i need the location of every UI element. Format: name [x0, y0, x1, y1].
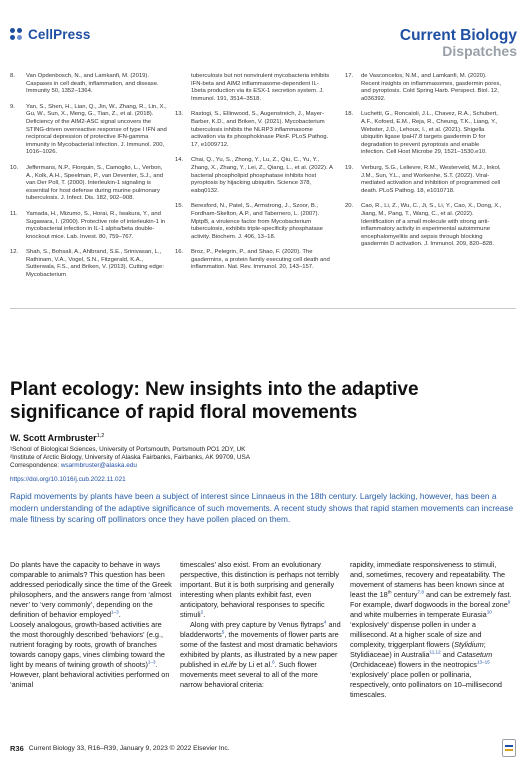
citation-link[interactable]: 1–3 [111, 609, 119, 615]
reference-number: 9. [10, 103, 15, 110]
body-paragraph: Loosely analogous, growth-based activities are the most thoroughly described ‘behaviors’ (e.g., nutrient foraging by roots, growth of branches towards canopy gaps, vines climbing toward the light by means of twining growth of shoots)$^{1-3}$. However, plant behavioral activities performed on ‘animal [10, 620, 170, 689]
citation-link[interactable]: 4 [323, 619, 327, 625]
reference-text: Yan, S., Shen, H., Lian, Q., Jin, W., Zhang, R., Lin, X., Gu, W., Sun, X., Meng, G., Tian, Z., et al. (2018). Deficiency of the AIM2-ASC signal uncovers the STING-driven overreactive response of type I IFN and reciprocal depression of protective IFN-gamma immunity in Mycobacterial infection. J. Immunol. 200, 1016–1026. [26, 103, 167, 156]
reference-text: tuberculosis but not nonvirulent mycobacteria inhibits IFN-beta and AIM2 inflammasome-dependent IL-1beta production via its ESX-1 secretion system. J. Immunol. 191, 3514–3518. [191, 73, 330, 102]
reference-item [175, 111, 333, 149]
reference-item [345, 111, 503, 157]
reference-number: 8. [10, 73, 15, 79]
reference-column-2 [175, 73, 333, 280]
body-paragraph: Along with prey capture by Venus flytraps$^4$ and bladderworts$^5$, the movements of flower parts are some of the fastest and most dramatic behaviors exhibited by plants, as illustrated by a new paper published in eLife by Li et al.$^6$. Such flower movements meet several to all of the more narrow behavioral criteria: [180, 619, 341, 689]
reference-text: Van Opdenbosch, N., and Lamkanfi, M. (2019). Caspases in cell death, inflammation, and disease. Immunity 50, 1352–1364. [26, 73, 159, 95]
reference-number: 16. [175, 249, 184, 256]
reference-list [10, 73, 520, 303]
genus-name: Catasetum [456, 650, 493, 659]
citation-link[interactable]: 2 [200, 609, 204, 615]
reference-number: 15. [175, 203, 184, 210]
reference-text: Verburg, S.G., Lelievre, R.M., Westerveld, M.J., Inkol, J.M., Sun, Y.L., and Workenhe, S.T. (2022). Viral-mediated activation and inhibition of programmed cell death. PLoS Pathog. 18, e1010718. [361, 164, 501, 194]
cellpress-logo-icon [10, 28, 24, 42]
body-column-2 [180, 560, 342, 690]
reference-number: 12. [10, 249, 19, 256]
reference-item [345, 165, 503, 195]
reference-text: Yamada, H., Mizumo, S., Horai, R., Iwakura, Y., and Sugawara, I. (2000). Protective role of interleukin-1 in mycobacterial infection in IL-1 alpha/beta double-knockout mice. Lab. Invest. 80, 759–767. [26, 210, 166, 240]
affiliation-1: ¹School of Biological Sciences, University of Portsmouth, Portsmouth PO1 2DY, UK [10, 446, 246, 453]
reference-number: 10. [10, 164, 19, 171]
reference-text: Jeffermans, N.P., Florquin, S., Camoglio, L., Verbon, A., Kolk, A.H., Speelman, P., van Deventer, S.J., and van Der Poll, T. (2000). Interleukin-1 signaling is essential for host defense during murine pulmonary tuberculosis. J. Infect. Dis. 182, 902–908. [26, 164, 164, 202]
page-header [0, 0, 526, 60]
reference-text: Rastogi, S., Ellinwood, S., Augenstreich, J., Mayer-Barber, K.D., and Briken, V. (2021). Mycobacterium tuberculosis inhibits the NLRP3 inflammasome activation via its phosphokinase PknF. PLoS Pathog. 17, e1009712. [191, 111, 329, 148]
body-paragraph: timescales’ also exist. From an evolutionary perspective, this distinction is perhaps not terribly important. But it is both surprising and generally interesting when plants exhibit fast, even anticipatory, behavioral responses to specific stimuli$^2$. [180, 560, 339, 619]
section-name: Dispatches [442, 43, 517, 59]
body-paragraph: rapidity, immediate responsiveness to stimuli, and, sometimes, recovery and repeatability. The movement of stamens has been known since at least the 18th century$^{7,8}$ and can be extremely fast. For example, dwarf dogwoods in the boreal zone$^9$ and white mulberries in temperate Eurasia$^{10}$ ‘explosively’ dispense pollen in under a millisecond. At a higher scale of size and complexity, triggerplant flowers (Stylidium; Stylidiaceae) in Australia$^{11,12}$ and Catasetum (Orchidaceae) flowers in the neotropics$^{13-15}$ ‘explosively’ place pollen or pollinaria, respectively, onto pollinators on 10–millisecond timescales. [350, 560, 512, 699]
reference-column-1 [10, 73, 168, 288]
citation-link[interactable]: 5 [221, 629, 225, 635]
ordinal-suffix: th [387, 589, 392, 595]
reference-text: de Vasconcelos, N.M., and Lamkanfi, M. (2020). Recent insights on inflammasomes, gasdermin pores, and pyroptosis. Cold Spring Harb. Perspect. Biol. 12, a036392. [361, 73, 502, 102]
reference-item [10, 73, 168, 96]
affiliations [10, 446, 410, 471]
reference-item [10, 249, 168, 279]
journal-name-italic: eLife [220, 660, 237, 669]
reference-item [10, 211, 168, 241]
journal-heading [400, 27, 517, 59]
reference-text: Broz, P., Pelegrin, P., and Shao, F. (2020). The gasdermins, a protein family executing cell death and inflammation. Nat. Rev. Immunol. 20, 143–157. [191, 249, 330, 271]
journal-citation: Current Biology 33, R16–R39, January 9, 2023 © 2022 Elsevier Inc. [28, 744, 230, 752]
citation-link[interactable]: 1–3 [147, 659, 156, 665]
citation-link[interactable]: 7,8 [417, 589, 424, 595]
reference-item [175, 157, 333, 195]
correspondence [10, 462, 410, 470]
reference-text: Chai, Q., Yu, S., Zhong, Y., Lu, Z., Qiu, C., Yu, Y., Zhang, X., Zhang, Y., Lei, Z., Qiang, L., et al. (2022). A bacterial phospholipid phosphatase inhibits host pyroptosis by hijacking ubiquitin. Science 378, eabq0132. [191, 157, 333, 194]
author-name: W. Scott Armbruster [10, 433, 97, 443]
reference-item [175, 249, 333, 272]
citation-link[interactable]: 6 [272, 659, 275, 665]
body-column-3 [350, 560, 512, 700]
genus-name: Stylidium [454, 640, 484, 649]
reference-number: 19. [345, 164, 354, 171]
reference-item [345, 203, 503, 249]
citation-link[interactable]: 10 [486, 609, 492, 615]
logo-text: CellPress [28, 27, 91, 42]
cellpress-logo[interactable] [10, 27, 90, 42]
reference-number: 20. [345, 203, 354, 210]
reference-number: 17. [345, 73, 354, 79]
body-column-1 [10, 560, 172, 690]
reference-text: Beresford, N., Patel, S., Armstrong, J., Szoor, B., Fordham-Skelton, A.P., and Tabernero, L. (2007). MptpB, a virulence factor from Mycobacterium tuberculosis, exhibits triple-specificity phosphatase activity. Biochem. J. 406, 13–18. [191, 203, 323, 240]
affiliation-2: ²Institute of Arctic Biology, University of Alaska Fairbanks, Fairbanks, AK 99709, USA [10, 454, 250, 462]
correspondence-email-link[interactable]: wsarmbruster@alaska.edu [60, 462, 137, 470]
citation-link[interactable]: 13–15 [476, 659, 490, 665]
reference-item [175, 73, 333, 103]
author-affiliation-marks: 1,2 [96, 433, 105, 439]
reference-number: 11. [10, 210, 18, 217]
reference-text: Cao, R., Li, Z., Wu, C., Ji, S., Li, Y., Cao, X., Dong, X., Jiang, M., Pang, T., Wang, C., et al. (2022). Identification of a small molecule with strong anti-inflammatory activity in experimental autoimmune encephalomyelitis and sepsis through blocking gasdermin D activation. J. Immunol. 209, 820–828. [361, 203, 502, 248]
article-title: Plant ecology: New insights into the adaptive significance of rapid floral movements [10, 379, 419, 423]
reference-number: 13. [175, 111, 184, 118]
reference-column-3 [345, 73, 503, 257]
reference-text: Shah, S., Bohsali, A., Ahlbrand, S.E., Srinivasan, L., Rathinam, V.A., Vogel, S.N., Fitzgerald, K.A., Sutterwala, F.S., and Briken, V. (2013). Cutting edge: Mycobacterium [26, 249, 164, 279]
journal-name: Current Biology [399, 27, 517, 44]
doi-link[interactable]: https://doi.org/10.1016/j.cub.2022.11.021 [10, 476, 126, 483]
reference-item [10, 165, 168, 203]
page-number: R36 [10, 743, 24, 753]
citation-link[interactable]: 11,12 [429, 649, 441, 655]
reference-item [345, 73, 503, 103]
correspondence-label: Correspondence: [10, 462, 61, 470]
abstract: Rapid movements by plants have been a subject of interest since Linnaeus in the 18th century. Largely lacking, however, has been a modern understanding of the adaptive significance of such movements. A recent study shows that rapid stamen movements can increase male fitness by scaring off pollinators once they have pollen placed on them. [10, 491, 514, 525]
article-body [10, 560, 520, 738]
reference-number: 14. [175, 157, 184, 164]
citation-link[interactable]: 9 [507, 599, 511, 605]
reference-item [175, 203, 333, 241]
reference-text: Luchetti, G., Roncaioli, J.L., Chavez, R.A., Schubert, A.F., Kofoed, E.M., Reja, R., Cheung, T.K., Liang, Y., Webster, J.D., Lehoux, I., et al. (2021). Shigella ubiquitin ligase IpaH7.8 targets gasdermin D for degradation to prevent pyroptosis and enable infection. Cell Host Microbe 29, 1521–1530.e10. [361, 111, 498, 156]
section-divider [10, 308, 516, 309]
author-line [10, 433, 104, 443]
body-paragraph: Do plants have the capacity to behave in ways comparable to animals? This question has been addressed periodically since the time of the Greek philosophers, and the answers range from ‘almost never’ to ‘very commonly’, depending on the definition of behavior employed$^{1-3}$. [10, 560, 172, 619]
check-for-updates-icon[interactable] [502, 739, 516, 757]
reference-item [10, 104, 168, 157]
page-footer [10, 739, 516, 757]
reference-number: 18. [345, 111, 354, 118]
